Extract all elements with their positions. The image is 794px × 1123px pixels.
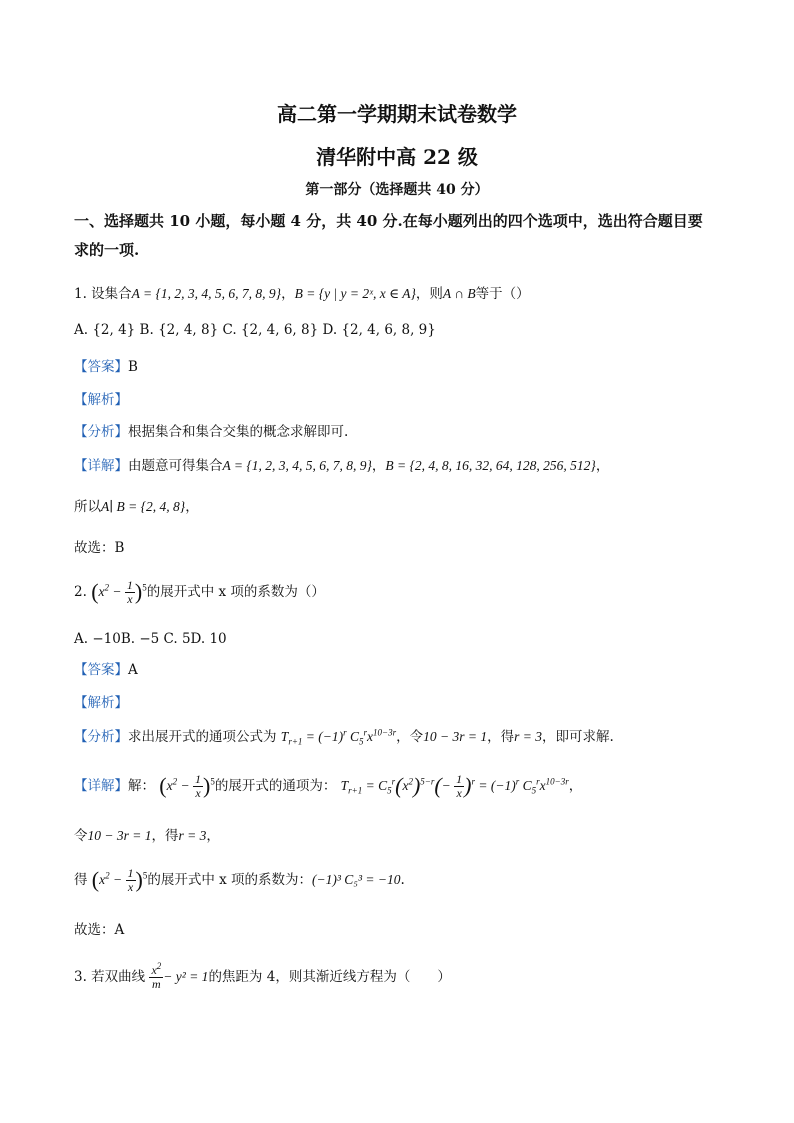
binomial-expression: ($x^2$ − $\frac{1}{x}$ )$^5$ (91, 578, 147, 606)
binomial-expression: ($x^2$ − $\frac{1}{x}$ )$^5$ (91, 866, 148, 894)
q2-answer: 【答案】A (74, 662, 138, 678)
general-term-formula: $T_{r+1} = (-1)^r$ $C_5^rx^{10-3r}$ (280, 727, 397, 747)
section-instructions-line1: 一、选择题共 10 小题，每小题 4 分，共 40 分.在每小题列出的四个选项中，选出符合题目要 (74, 212, 703, 230)
answer-label: 【答案】 (74, 359, 128, 375)
q2-options: A. −10B. −5 C. 5D. 10 (74, 631, 227, 647)
binomial-expression: ($x^2$ − $\frac{1}{x}$ )$^5$ (159, 772, 215, 800)
section-instructions-line2: 求的一项. (74, 241, 140, 259)
q2-detail: 【详解】解： ($x^2$ − $\frac{1}{x}$ )$^5$的展开式的通项为： $T_{r+1} = C_5^r(x^2)^{5-r}(-$ $\frac{1}{x}$ )$^r = (-1)^r$ $C_5^rx^{10-3r}$， (74, 772, 583, 801)
q2-analysis-label: 【解析】 (74, 695, 128, 711)
q2-let: 令10 − 3r = 1，得r = 3， (74, 828, 220, 844)
hyperbola-fraction: $\frac{x^2}{m}$ (151, 961, 162, 991)
q2-result: 得 ($x^2$ − $\frac{1}{x}$ )$^5$的展开式中 x 项的系数为：(−1)³ C₅³ = −10. (74, 866, 405, 894)
q1-detail: 【详解】由题意可得集合A = {1, 2, 3, 4, 5, 6, 7, 8, 9}，B = {2, 4, 8, 16, 32, 64, 128, 256, 512}， (74, 458, 610, 474)
q3-stem: 3. 若双曲线 $\frac{x^2}{m}$ − y² = 1的焦距为 4，则其渐近线方程为（ ） (74, 961, 451, 991)
general-term-expansion: $T_{r+1} = C_5^r(x^2)^{5-r}(-$ $\frac{1}{x}$ )$^r = (-1)^r$ $C_5^rx^{10-3r}$ (340, 772, 569, 801)
q1-answer: 【答案】B (74, 359, 138, 375)
q2-choose: 故选：A (74, 922, 125, 938)
q2-stem: 2. ($x^2$ − $\frac{1}{x}$ )$^5$的展开式中 x 项的系数为（） (74, 578, 325, 606)
q1-fenxi: 【分析】根据集合和集合交集的概念求解即可. (74, 424, 349, 440)
q1-conclusion: 所以A∣ B = {2, 4, 8}， (74, 499, 199, 515)
school-grade: 清华附中高 22 级 (316, 145, 478, 169)
q1-options: A. {2, 4} B. {2, 4, 8} C. {2, 4, 6, 8} D. {2, 4, 6, 8, 9} (74, 322, 436, 338)
q1-stem: 1. 设集合A = {1, 2, 3, 4, 5, 6, 7, 8, 9}，B = {y | y = 2ˣ, x ∈ A}，则A ∩ B等于（） (74, 286, 530, 302)
part-heading: 第一部分（选择题共 40 分） (305, 182, 489, 198)
q1-analysis-label: 【解析】 (74, 392, 128, 408)
q2-fenxi: 【分析】求出展开式的通项公式为 $T_{r+1} = (-1)^r$ $C_5^rx^{10-3r}$，令10 − 3r = 1，得r = 3，即可求解. (74, 727, 614, 747)
exam-title: 高二第一学期期末试卷数学 (277, 102, 517, 126)
q1-choose: 故选：B (74, 540, 125, 556)
